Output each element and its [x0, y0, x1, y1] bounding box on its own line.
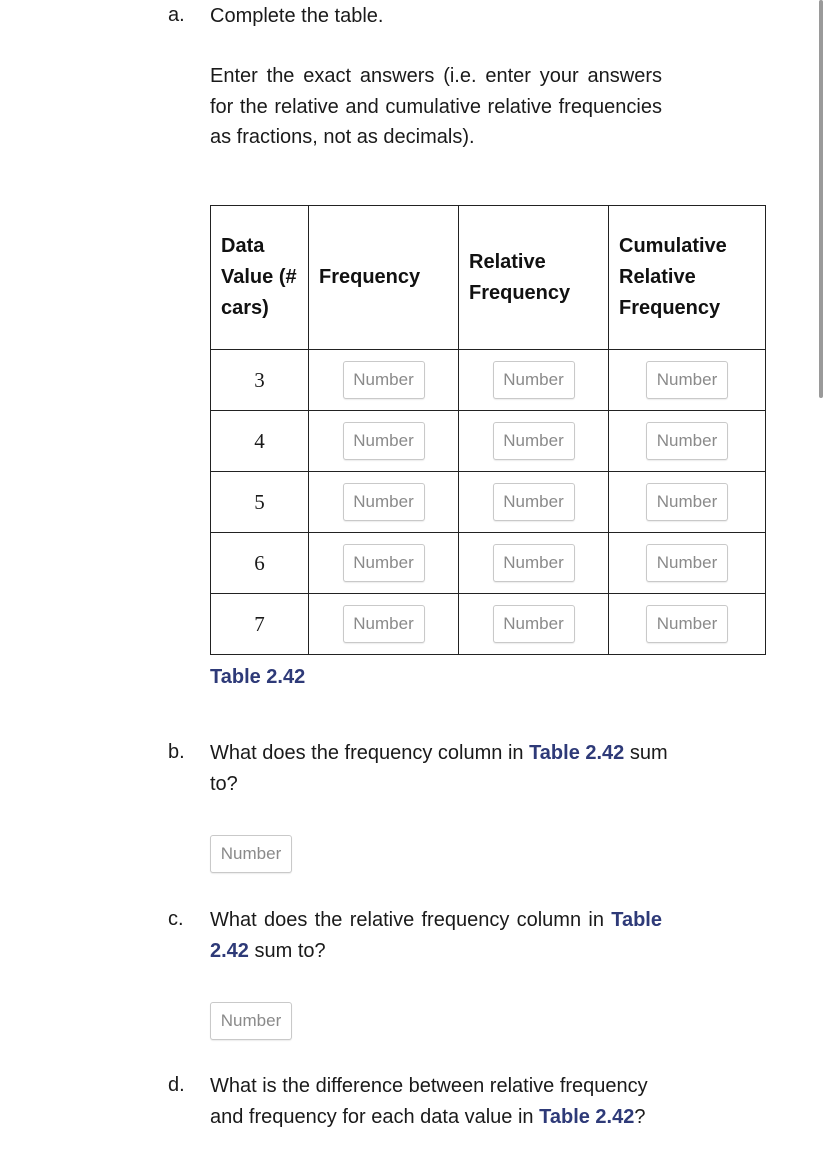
- table-caption: Table 2.42: [210, 666, 306, 688]
- table-row: [211, 594, 766, 655]
- frequency-input[interactable]: Number: [343, 361, 425, 399]
- cumulative-relative-frequency-input[interactable]: Number: [646, 361, 728, 399]
- frequency-input[interactable]: Number: [343, 605, 425, 643]
- part-d-question-text: What is the difference between relative frequency and frequency for each data value in: [210, 1075, 648, 1128]
- relative-frequency-input[interactable]: Number: [493, 483, 575, 521]
- data-value-cell: 7: [211, 594, 309, 655]
- part-b-question: [210, 738, 670, 799]
- cumulative-relative-frequency-input[interactable]: Number: [646, 422, 728, 460]
- relative-frequency-input[interactable]: Number: [493, 605, 575, 643]
- header-cumulative-relative-frequency: Cumulative Relative Frequency: [609, 206, 766, 350]
- part-d-marker: d.: [168, 1074, 185, 1096]
- part-c-question: [210, 905, 662, 966]
- table-row: [211, 411, 766, 472]
- part-b-marker: b.: [168, 741, 185, 763]
- table-row: [211, 350, 766, 411]
- part-c-question-end: sum to?: [248, 939, 326, 962]
- part-a-instructions: Enter the exact answers (i.e. enter your answers for the relative and cumulative relative frequencies as fractions, not as decimals).: [210, 65, 662, 148]
- header-frequency: Frequency: [309, 206, 459, 350]
- frequency-input[interactable]: Number: [343, 544, 425, 582]
- relative-frequency-sum-input[interactable]: Number: [210, 1002, 292, 1040]
- table-row: [211, 472, 766, 533]
- cumulative-relative-frequency-input[interactable]: Number: [646, 605, 728, 643]
- part-a-heading: Complete the table.: [210, 5, 384, 27]
- cumulative-relative-frequency-input[interactable]: Number: [646, 544, 728, 582]
- scrollbar[interactable]: [819, 0, 823, 398]
- part-a-marker: a.: [168, 4, 185, 26]
- frequency-input[interactable]: Number: [343, 483, 425, 521]
- part-d-question: [210, 1071, 670, 1132]
- part-c-question-text: What does the relative frequency column in: [210, 909, 612, 931]
- frequency-sum-input[interactable]: Number: [210, 835, 292, 873]
- data-value-cell: 3: [211, 350, 309, 411]
- header-relative-frequency: Relative Frequency: [459, 206, 609, 350]
- frequency-input[interactable]: Number: [343, 422, 425, 460]
- data-value-cell: 4: [211, 411, 309, 472]
- table-header-row: [211, 206, 766, 350]
- relative-frequency-input[interactable]: Number: [493, 422, 575, 460]
- table-reference-link[interactable]: Table 2.42: [210, 909, 662, 962]
- part-c-marker: c.: [168, 908, 184, 930]
- table-row: [211, 533, 766, 594]
- frequency-table: [210, 205, 766, 655]
- part-b-question-text: What does the frequency column in: [210, 742, 530, 764]
- header-data-value: Data Value (# cars): [211, 206, 309, 350]
- data-value-cell: 6: [211, 533, 309, 594]
- table-reference-link[interactable]: Table 2.42: [539, 1105, 635, 1128]
- part-b-question-end: sum to?: [210, 742, 668, 795]
- relative-frequency-input[interactable]: Number: [493, 544, 575, 582]
- relative-frequency-input[interactable]: Number: [493, 361, 575, 399]
- data-value-cell: 5: [211, 472, 309, 533]
- part-d-question-end: ?: [634, 1105, 646, 1128]
- table-reference-link[interactable]: Table 2.42: [529, 742, 625, 764]
- cumulative-relative-frequency-input[interactable]: Number: [646, 483, 728, 521]
